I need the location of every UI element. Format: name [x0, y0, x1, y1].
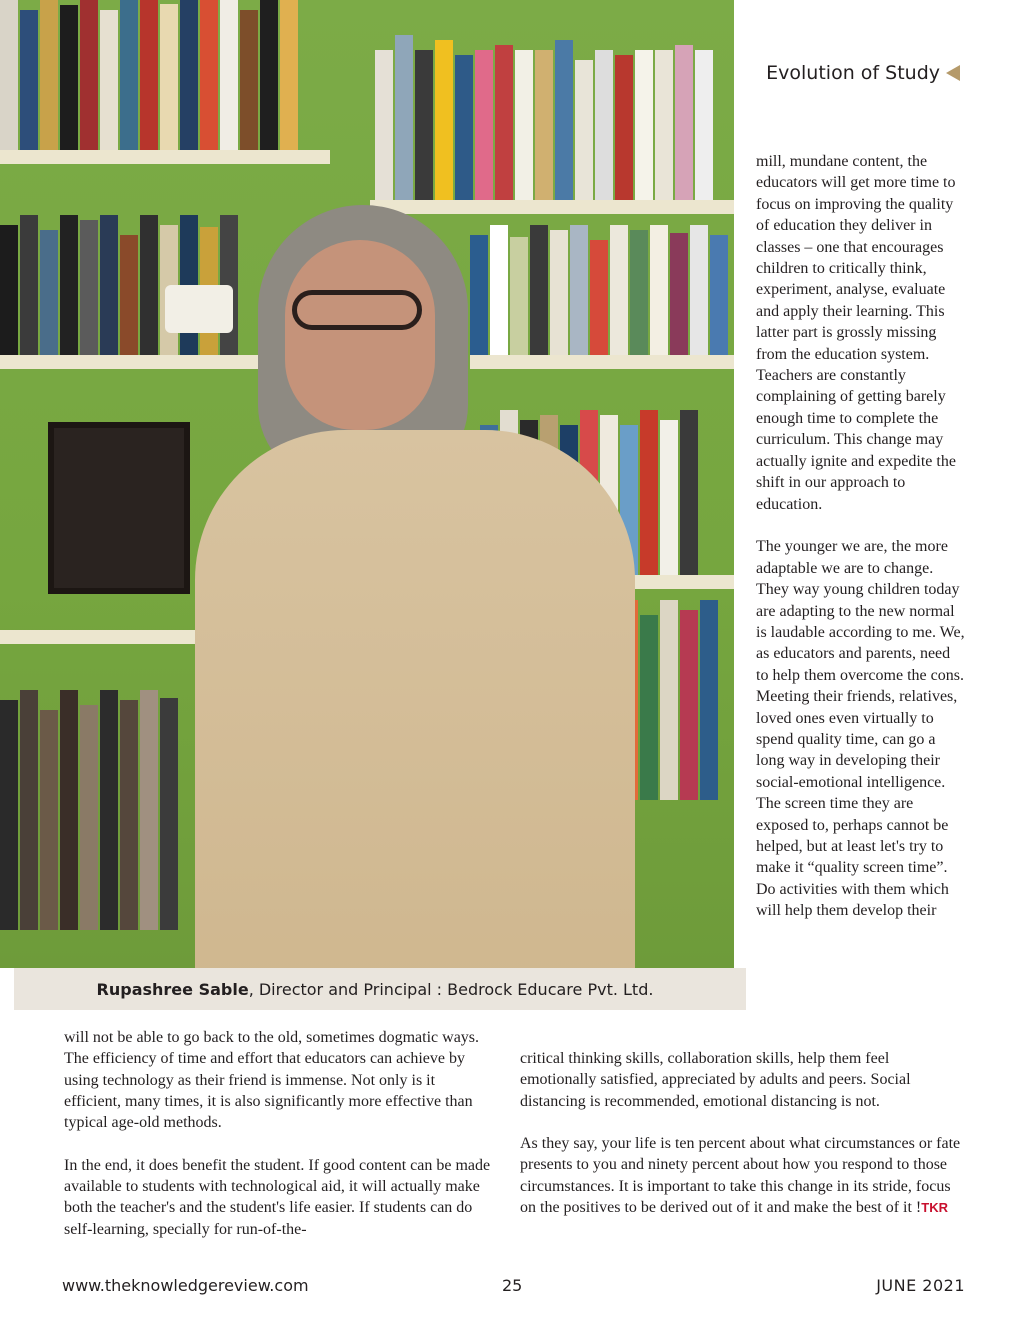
person-saree	[195, 430, 635, 968]
footer-page-number: 25	[502, 1276, 523, 1295]
book-row	[470, 225, 730, 355]
book-row	[375, 28, 715, 200]
right-paragraph-2: As they say, your life is ten percent about what circumstances or fate presents to you and ninety percent about how you respond to those circumstances. It is important to take this change in its stride, focus on the positives to be derived out of it and make the best of it !	[520, 1135, 961, 1217]
section-header	[766, 62, 960, 84]
bookshelf	[0, 150, 330, 164]
plaque	[165, 285, 233, 333]
footer-website: www.theknowledgereview.com	[62, 1276, 309, 1295]
photo-frame	[48, 422, 190, 594]
caption-role: , Director and Principal : Bedrock Educare Pvt. Ltd.	[248, 979, 654, 999]
tkr-logo-icon: TKR	[921, 1200, 948, 1216]
left-paragraph-2: In the end, it does benefit the student. If good content can be made available to students with technological aid, it will actually make both the teacher's and the student's life easier. If students can do self-learning, specially for run-of-the-	[64, 1156, 491, 1238]
right-paragraph-2-wrap	[520, 1133, 965, 1218]
book-row	[0, 690, 180, 930]
side-paragraph-1: mill, mundane content, the educators will get more time to focus on improving the quality of education they deliver in classes – one that encourages children to critically think, experiment, analyse, evaluate and apply their learning. This latter part is grossly missing from the education system. Teachers are constantly complaining of getting barely enough time to complete the curriculum. This change may actually ignite and expedite the shift in our approach to education.	[756, 153, 956, 513]
book-row	[0, 0, 300, 150]
left-paragraph-1: will not be able to go back to the old, sometimes dogmatic ways. The efficiency of time and effort that educators can achieve by using technology as their friend is immense. Not only is it efficient, many times, it is also significantly more effective than typical age-old methods.	[64, 1029, 480, 1132]
footer-date: JUNE 2021	[876, 1276, 965, 1295]
glasses	[292, 290, 422, 330]
right-column	[520, 1048, 965, 1240]
side-column	[756, 151, 966, 943]
section-title: Evolution of Study	[766, 62, 940, 84]
caption-name: Rupashree Sable	[96, 979, 249, 999]
bookshelf	[470, 355, 734, 369]
side-paragraph-2: The younger we are, the more adaptable we are to change. They way young children today are adapting to the new normal is laudable according to me. We, as educators and parents, need to help them overcome the cons. Meeting their friends, relatives, loved ones even virtually to spend quality time, can go a long way in developing their social-emotional intelligence. The screen time they are exposed to, perhaps cannot be helped, but at least let's try to make it “quality screen time”. Do activities with them which will help them develop their	[756, 538, 965, 920]
person-face	[285, 240, 435, 430]
bookshelf	[0, 355, 270, 369]
triangle-marker-icon	[946, 65, 960, 81]
bookshelf	[0, 630, 200, 644]
bookshelf	[370, 200, 734, 214]
right-paragraph-1: critical thinking skills, collaboration skills, help them feel emotionally satisfied, appreciated by adults and peers. Social distancing is recommended, emotional distancing is not.	[520, 1050, 911, 1110]
photo-caption	[14, 968, 746, 1010]
left-column	[64, 1027, 496, 1261]
